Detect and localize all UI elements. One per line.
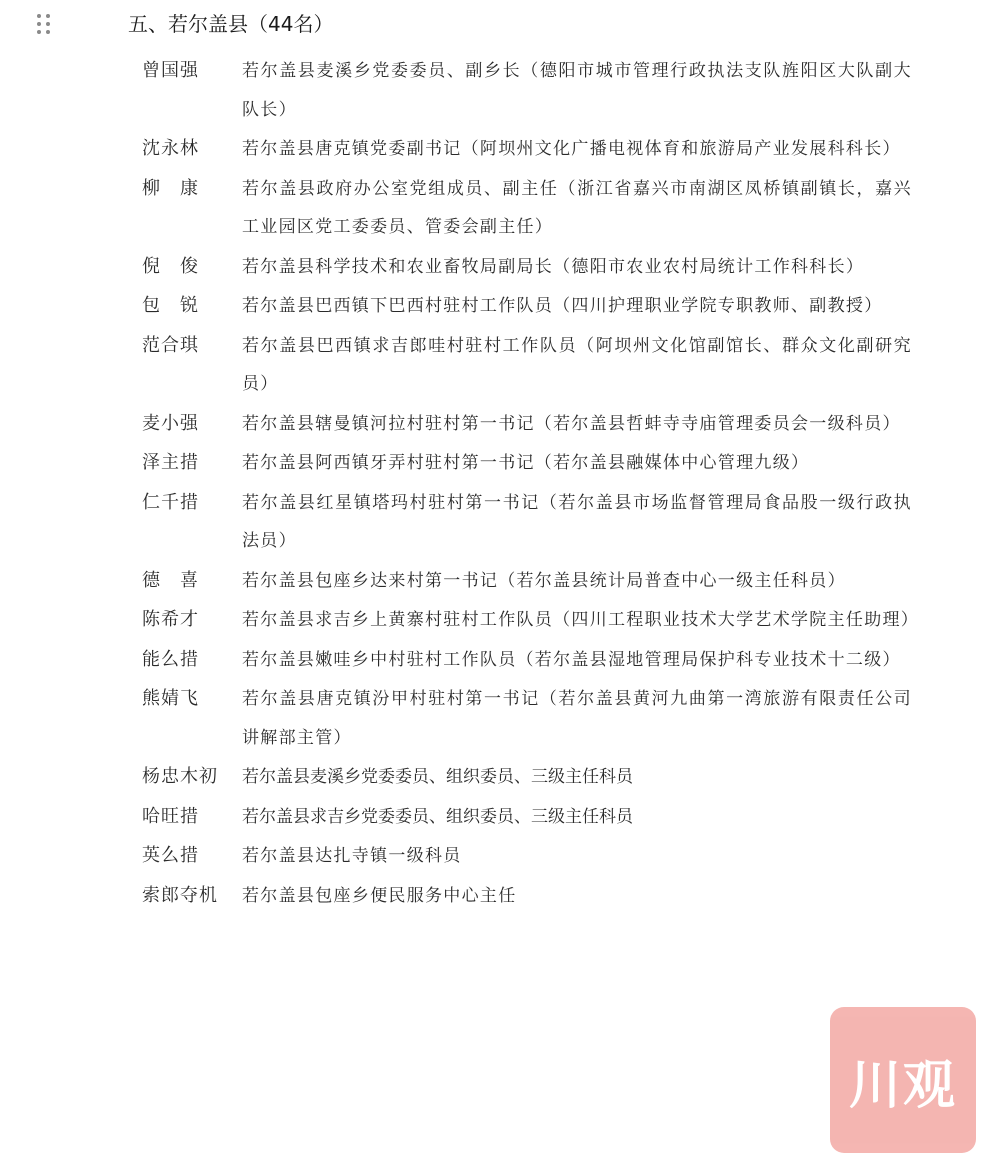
list-item (142, 248, 912, 287)
person-name: 范合琪 (142, 334, 199, 356)
person-name: 曾国强 (142, 60, 199, 81)
person-name: 麦小强 (142, 412, 199, 434)
chuanguan-watermark-logo (830, 1007, 976, 1153)
person-name: 泽主措 (142, 452, 199, 473)
list-item (142, 130, 912, 169)
list-item (142, 444, 912, 483)
position-description: 若尔盖县求吉乡党委委员、组织委员、三级主任科员 (242, 806, 633, 827)
position-description: 若尔盖县辖曼镇河拉村驻村第一书记（若尔盖县哲蚌寺寺庙管理委员会一级科员） (242, 413, 901, 434)
person-name: 陈希才 (142, 609, 199, 630)
person-name: 沈永林 (142, 138, 199, 159)
position-description: 若尔盖县麦溪乡党委委员、组织委员、三级主任科员 (242, 767, 633, 787)
list-item (142, 170, 912, 247)
list-item (142, 327, 912, 404)
list-item (142, 758, 912, 797)
person-name: 柳康 (142, 177, 218, 199)
person-name: 熊婧飞 (142, 688, 199, 709)
person-name: 哈旺措 (142, 805, 199, 827)
position-description: 若尔盖县阿西镇牙弄村驻村第一书记（若尔盖县融媒体中心管理九级） (242, 453, 810, 473)
list-item (142, 484, 912, 561)
position-description: 若尔盖县政府办公室党组成员、副主任（浙江省嘉兴市南湖区凤桥镇副镇长，嘉兴工业园区党工委委员、管委会副主任） (242, 178, 912, 237)
position-description: 若尔盖县包座乡达来村第一书记（若尔盖县统计局普查中心一级主任科员） (242, 570, 846, 591)
list-item (142, 680, 912, 757)
watermark-text: 川观 (848, 1055, 957, 1116)
list-item (142, 877, 912, 916)
position-description: 若尔盖县红星镇塔玛村驻村第一书记（若尔盖县市场监督管理局食品股一级行政执法员） (242, 492, 912, 551)
drag-dot (46, 22, 50, 26)
position-description: 若尔盖县唐克镇汾甲村驻村第一书记（若尔盖县黄河九曲第一湾旅游有限责任公司讲解部主管） (242, 689, 912, 748)
list-item (142, 287, 912, 326)
person-name: 杨忠木初 (142, 766, 218, 787)
position-description: 若尔盖县科学技术和农业畜牧局副局长（德阳市农业农村局统计工作科科长） (242, 256, 865, 277)
position-description: 若尔盖县包座乡便民服务中心主任 (242, 885, 517, 906)
person-name: 仁千措 (142, 491, 199, 513)
person-name: 索郎夺机 (142, 884, 218, 906)
position-description: 若尔盖县巴西镇求吉郎哇村驻村工作队员（阿坝州文化馆副馆长、群众文化副研究员） (242, 335, 912, 394)
position-description: 若尔盖县嫩哇乡中村驻村工作队员（若尔盖县湿地管理局保护科专业技术十二级） (242, 649, 901, 670)
person-name: 德喜 (142, 569, 218, 591)
list-item (142, 601, 920, 640)
position-description: 若尔盖县达扎寺镇一级科员 (242, 846, 462, 866)
drag-dot (37, 22, 41, 26)
drag-dot (46, 30, 50, 34)
section-title: 五、若尔盖县（44名） (128, 12, 334, 36)
list-item (142, 641, 912, 680)
person-name: 包锐 (142, 295, 218, 316)
position-description: 若尔盖县巴西镇下巴西村驻村工作队员（四川护理职业学院专职教师、副教授） (242, 296, 883, 316)
drag-dot (37, 30, 41, 34)
list-item (142, 52, 912, 129)
drag-dot (46, 14, 50, 18)
person-name: 倪俊 (142, 255, 218, 277)
list-item (142, 837, 912, 876)
position-description: 若尔盖县麦溪乡党委委员、副乡长（德阳市城市管理行政执法支队旌阳区大队副大队长） (242, 61, 912, 120)
list-item (142, 798, 912, 837)
drag-dot (37, 14, 41, 18)
person-name: 英么措 (142, 845, 199, 866)
appointment-list (142, 52, 920, 916)
drag-handle-icon[interactable] (37, 14, 51, 36)
list-item (142, 405, 912, 444)
person-name: 能么措 (142, 648, 199, 670)
position-description: 若尔盖县求吉乡上黄寨村驻村工作队员（四川工程职业技术大学艺术学院主任助理） (242, 610, 920, 630)
list-item (142, 562, 912, 601)
position-description: 若尔盖县唐克镇党委副书记（阿坝州文化广播电视体育和旅游局产业发展科科长） (242, 139, 901, 159)
